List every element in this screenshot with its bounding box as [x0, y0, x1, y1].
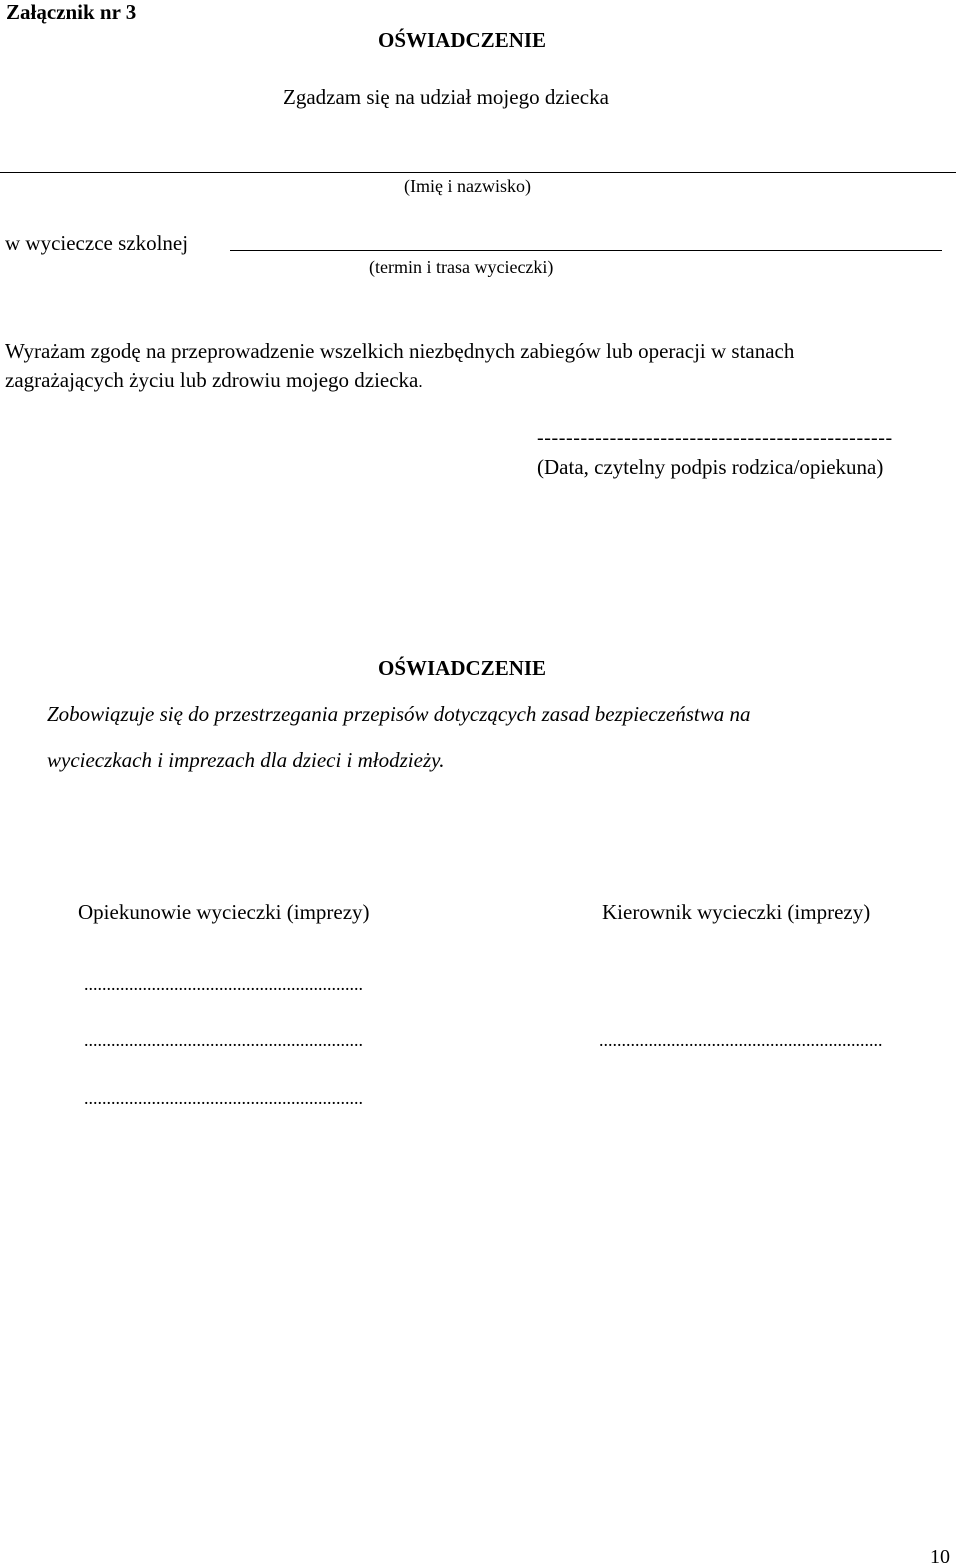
pledge-line1: Zobowiązuje się do przestrzegania przepisów dotyczących zasad bezpieczeństwa na	[47, 702, 751, 726]
leader-signature-line: ...............................................................	[599, 1030, 883, 1050]
name-caption: (Imię i nazwisko)	[404, 176, 531, 196]
pledge-line2: wycieczkach i imprezach dla dzieci i młodzieży.	[47, 748, 445, 772]
trip-underline	[230, 250, 942, 251]
signature-dashes: -------------------------------------------------	[537, 427, 893, 449]
medical-consent-line2	[5, 370, 423, 391]
medical-consent-text: zagrażających życiu lub zdrowiu mojego dziecka	[5, 368, 419, 392]
name-underline	[0, 172, 956, 173]
section2-title: OŚWIADCZENIE	[378, 656, 547, 680]
guardian-signature-line: ..............................................................	[84, 1030, 363, 1050]
trip-prefix: w wycieczce szkolnej	[5, 231, 189, 255]
consent-line: Zgadzam się na udział mojego dziecka	[283, 85, 609, 109]
medical-consent-period: .	[418, 372, 423, 391]
page-number: 10	[930, 1546, 950, 1568]
guardian-signature-line: ..............................................................	[84, 1088, 363, 1108]
signature-caption: (Data, czytelny podpis rodzica/opiekuna)	[537, 455, 884, 479]
medical-consent-line1: Wyrażam zgodę na przeprowadzenie wszelkich niezbędnych zabiegów lub operacji w stanach	[5, 339, 795, 363]
trip-caption: (termin i trasa wycieczki)	[369, 257, 554, 277]
guardians-label: Opiekunowie wycieczki (imprezy)	[78, 900, 370, 924]
attachment-label: Załącznik nr 3	[6, 0, 137, 24]
guardian-signature-line: ..............................................................	[84, 974, 363, 994]
leader-label: Kierownik wycieczki (imprezy)	[602, 900, 871, 924]
section1-title: OŚWIADCZENIE	[378, 28, 547, 52]
